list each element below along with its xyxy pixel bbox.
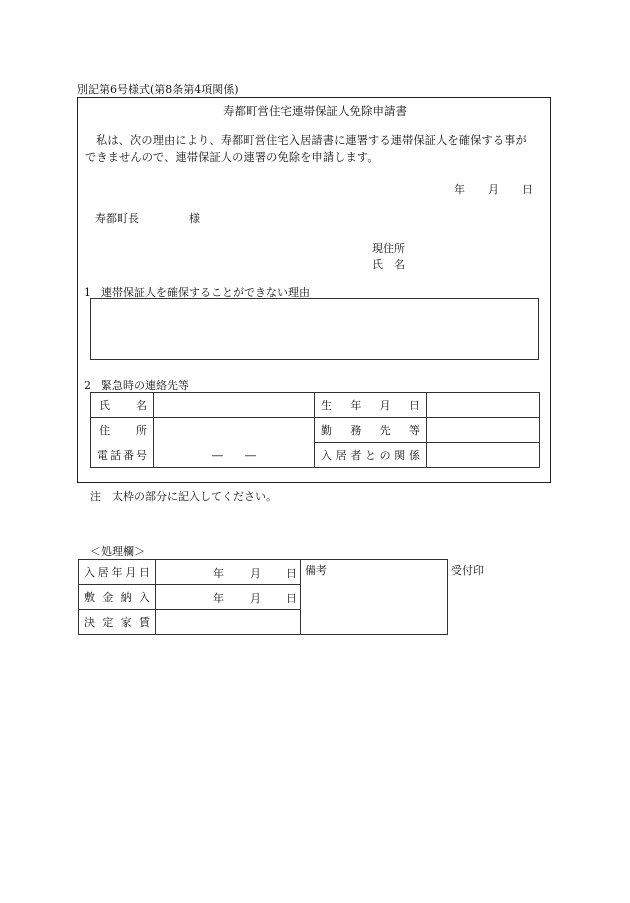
- date-day-label: 日: [522, 183, 533, 196]
- page-title: 寿都町営住宅連帯保証人免除申請書: [223, 104, 407, 118]
- addressee: 寿都町長: [95, 212, 139, 225]
- section-2-heading: [84, 377, 189, 393]
- processing-heading: ＜処理欄＞: [90, 545, 145, 558]
- rent-determined-label: 決 定 家 賃: [79, 610, 156, 635]
- honorific: 様: [189, 212, 200, 225]
- birthdate-label: 生 年 月 日: [315, 393, 427, 418]
- receipt-stamp-label: 受付印: [451, 564, 484, 577]
- rent-determined-field[interactable]: [156, 610, 301, 635]
- phone-dashes: ― ―: [212, 448, 256, 462]
- remarks-cell[interactable]: [301, 560, 448, 635]
- applicant-address-label: 現住所: [372, 242, 405, 255]
- contact-workplace-field[interactable]: [427, 418, 540, 443]
- move-in-date-label: 入 居 年 月 日: [79, 560, 156, 585]
- contact-address-field[interactable]: [154, 418, 315, 443]
- deposit-paid-label: 敷 金 納 入: [79, 585, 156, 610]
- body-text-line-2: できませんので、連帯保証人の連署の免除を申請します。: [85, 151, 379, 164]
- name-label: 氏 名: [91, 393, 154, 418]
- contact-table: [90, 392, 540, 468]
- reason-input-box[interactable]: [90, 298, 539, 360]
- section-1-number: 1: [84, 286, 91, 299]
- body-text-line-1: 私は、次の理由により、寿都町営住宅入居請書に連署する連帯保証人を確保する事が: [96, 134, 527, 147]
- processing-table: [78, 559, 448, 635]
- address-label: 住 所: [91, 418, 154, 443]
- workplace-label: 勤 務 先 等: [315, 418, 427, 443]
- phone-label: 電 話 番 号: [91, 443, 154, 468]
- note: 注 太枠の部分に記入してください。: [90, 490, 277, 503]
- date-year-label: 年: [454, 183, 465, 196]
- contact-relation-field[interactable]: [427, 443, 540, 468]
- relation-label: 入 居 者 と の 関 係: [315, 443, 427, 468]
- form-number: 別記第6号様式(第8条第4項関係): [77, 83, 239, 96]
- contact-birthdate-field[interactable]: [427, 393, 540, 418]
- section-2-number: 2: [84, 379, 91, 392]
- section-1-title: 連帯保証人を確保することができない理由: [101, 286, 310, 299]
- deposit-paid-field[interactable]: 年 月 日: [156, 585, 301, 610]
- date-month-label: 月: [488, 183, 499, 196]
- remarks-label: 備考: [305, 564, 327, 577]
- contact-name-field[interactable]: [154, 393, 315, 418]
- section-2-title: 緊急時の連絡先等: [101, 379, 189, 392]
- contact-phone-field[interactable]: [154, 443, 315, 468]
- applicant-name-label: 氏 名: [372, 258, 405, 271]
- move-in-date-field[interactable]: 年 月 日: [156, 560, 301, 585]
